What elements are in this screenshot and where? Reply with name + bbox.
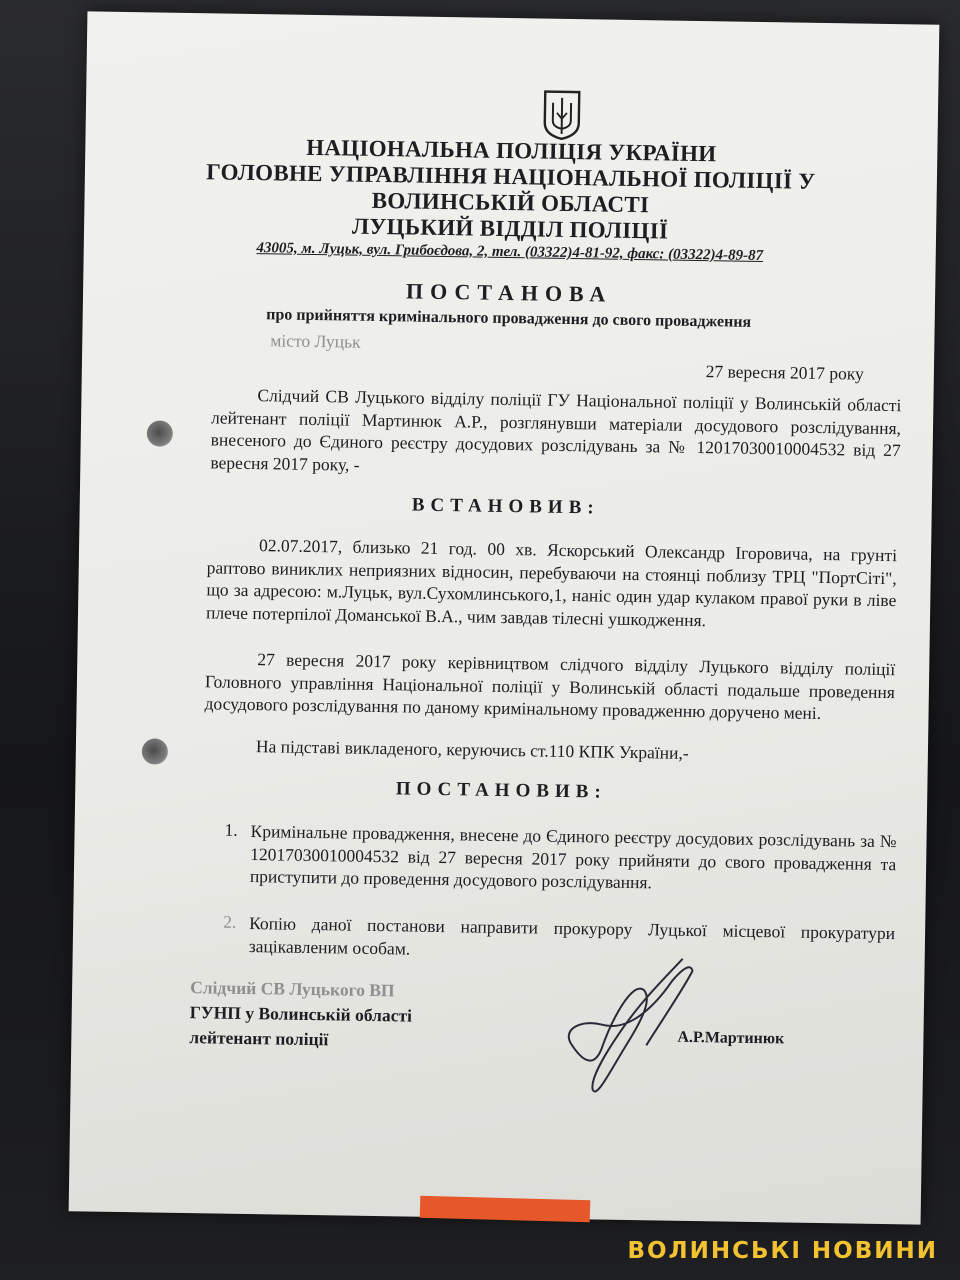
document-title: ПОСТАНОВА [405, 278, 613, 307]
header-line-2: ГОЛОВНЕ УПРАВЛІННЯ НАЦІОНАЛЬНОЇ ПОЛІЦІЇ У [206, 159, 816, 194]
signature-position-line-2: ГУНП у Волинській області [189, 1002, 413, 1026]
decision-number: 2. [223, 911, 237, 932]
header-address: 43005, м. Луцьк, вул. Грибоєдова, 2, тел. (03322)4-81-92, факс: (03322)4-89-87 [256, 240, 764, 265]
decision-item [224, 820, 897, 898]
decision-text: Копію даної постанови направити прокурору Луцької місцевої прокуратури зацікавленим особам. [248, 913, 896, 959]
section-decided: ПОСТАНОВИВ: [395, 778, 607, 803]
decision-text: Кримінальне провадження, внесене до Єдиного реєстру досудових розслідувань за № 12017030010004532 від 27 вересня 2017 року прийняти до свого провадження та приступити до проведення досудового розслідування. [249, 821, 897, 893]
header-line-3: ВОЛИНСЬКІЙ ОБЛАСТІ [371, 187, 650, 218]
section-established: ВСТАНОВИВ: [411, 494, 600, 519]
established-paragraph-2: 27 вересня 2017 року керівництвом слідчого відділу Луцького відділу поліції Головного управління Національної поліції у Волинській області подальше проведення досудового розслідування по даному кримінальному провадженню доручено мені. [204, 649, 896, 723]
decision-number: 1. [224, 819, 238, 840]
signature-position-line-1: Слідчий СВ Луцького ВП [190, 977, 395, 1001]
document-sheet [69, 11, 940, 1224]
handwritten-signature [530, 948, 732, 1101]
news-watermark: ВОЛИНСЬКІ НОВИНИ [627, 1238, 938, 1264]
coat-of-arms-icon [542, 89, 583, 142]
orange-paper-edge [420, 1196, 591, 1222]
punch-hole-bottom [142, 738, 168, 764]
document-subtitle: про прийняття кримінального провадження до свого провадження [266, 306, 752, 331]
signature-block [189, 975, 412, 1053]
document-date: 27 вересня 2017 року [705, 361, 865, 384]
signatory-name: А.Р.Мартинюк [677, 1028, 785, 1048]
basis-line: На підставі викладеного, керуючись ст.110 КПК України,- [255, 736, 689, 763]
place-label: місто Луцьк [270, 330, 361, 352]
header-line-1: НАЦІОНАЛЬНА ПОЛІЦІЯ УКРАЇНИ [305, 134, 717, 167]
intro-paragraph: Слідчий СВ Луцького відділу поліції ГУ Національної поліції у Волинській області лейтенант поліції Мартинюк А.Р., розглянувши матеріали досудового розслідування, внесеного до Єдиного реєстру досудових розслідувань за № 12017030010004532 від 27 вересня 2017 року, - [210, 385, 902, 475]
header-line-4: ЛУЦЬКИЙ ВІДДІЛ ПОЛІЦІЇ [351, 213, 669, 244]
established-paragraph-1: 02.07.2017, близько 21 год. 00 хв. Яскорський Олександр Ігоровича, на грунті раптово виниклих неприязних відносин, перебуваючи на стоянці поблизу ТРЦ "ПортСіті", що за адресою: м.Луцьк, вул.Сухомлинського,1, наніс один удар кулаком правої руки в ліве плече потерпілої Доманської В.А., чим завдав тілесні ушкодження. [205, 535, 898, 630]
signature-position-line-3: лейтенант поліції [189, 1027, 329, 1050]
punch-hole-top [147, 420, 173, 446]
